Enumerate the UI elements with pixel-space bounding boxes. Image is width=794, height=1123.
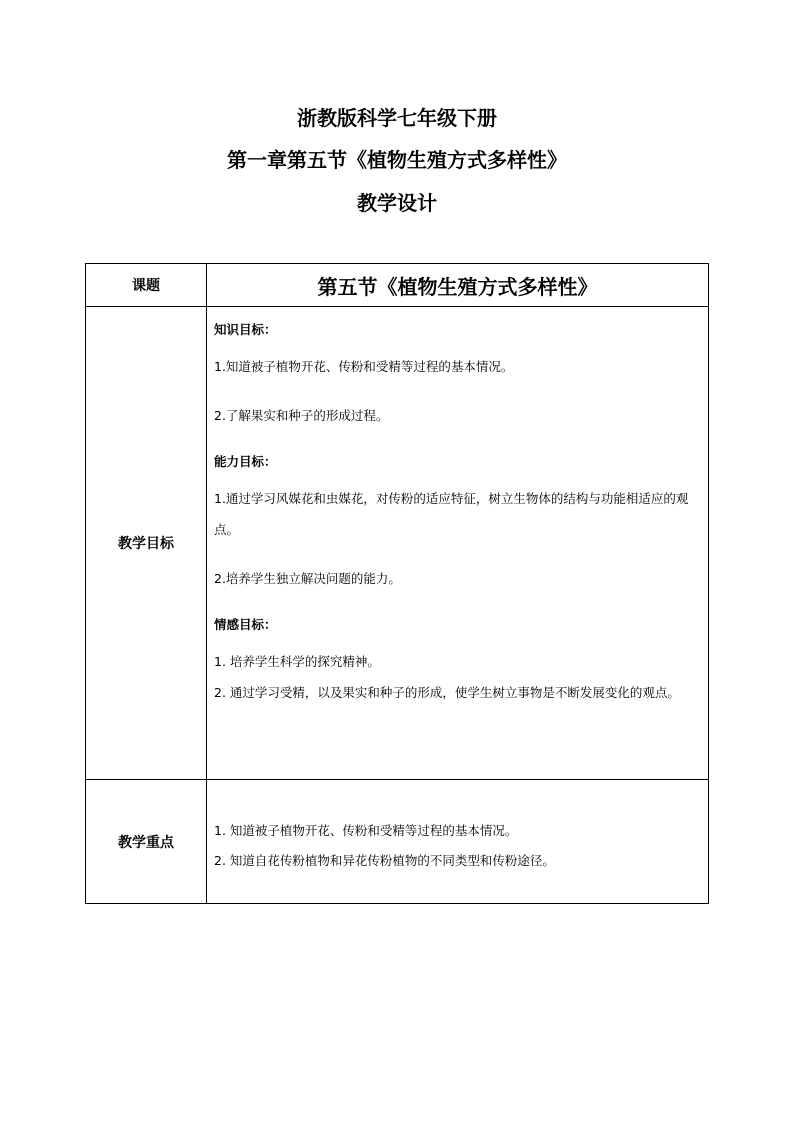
- emotion-heading: 情感目标：: [214, 617, 277, 632]
- knowledge-item: 1.知道被子植物开花、传粉和受精等过程的基本情况。: [214, 359, 514, 374]
- emotion-item: 2. 通过学习受精，以及果实和种子的形成，使学生树立事物是不断发展变化的观点。: [214, 685, 680, 700]
- key-points-label: 教学重点: [86, 780, 207, 904]
- objectives-label: 教学目标: [86, 307, 207, 780]
- knowledge-heading: 知识目标：: [214, 322, 277, 337]
- key-points-content: [207, 780, 709, 904]
- topic-label: 课题: [86, 264, 207, 307]
- document-subtitle: 教学设计: [357, 191, 437, 215]
- ability-item: 2.培养学生独立解决问题的能力。: [214, 571, 401, 586]
- lesson-plan-table: [85, 263, 709, 904]
- ability-item: 1.通过学习风媒花和虫媒花，对传粉的适应特征，树立生物体的结构与功能相适应的观点。: [214, 491, 689, 537]
- key-point-item: 2. 知道自花传粉植物和异花传粉植物的不同类型和传粉途径。: [214, 853, 555, 868]
- ability-heading: 能力目标：: [214, 454, 277, 469]
- key-points-row: [86, 780, 709, 904]
- knowledge-item: 2.了解果实和种子的形成过程。: [214, 408, 389, 423]
- topic-value: 第五节《植物生殖方式多样性》: [207, 264, 709, 307]
- lesson-title: 第一章第五节《植物生殖方式多样性》: [227, 148, 567, 172]
- objectives-row: [86, 307, 709, 780]
- key-point-item: 1. 知道被子植物开花、传粉和受精等过程的基本情况。: [214, 823, 518, 838]
- topic-row: [86, 264, 709, 307]
- objectives-content: [207, 307, 709, 780]
- emotion-item: 1. 培养学生科学的探究精神。: [214, 654, 380, 669]
- document-title: 浙教版科学七年级下册: [297, 106, 497, 130]
